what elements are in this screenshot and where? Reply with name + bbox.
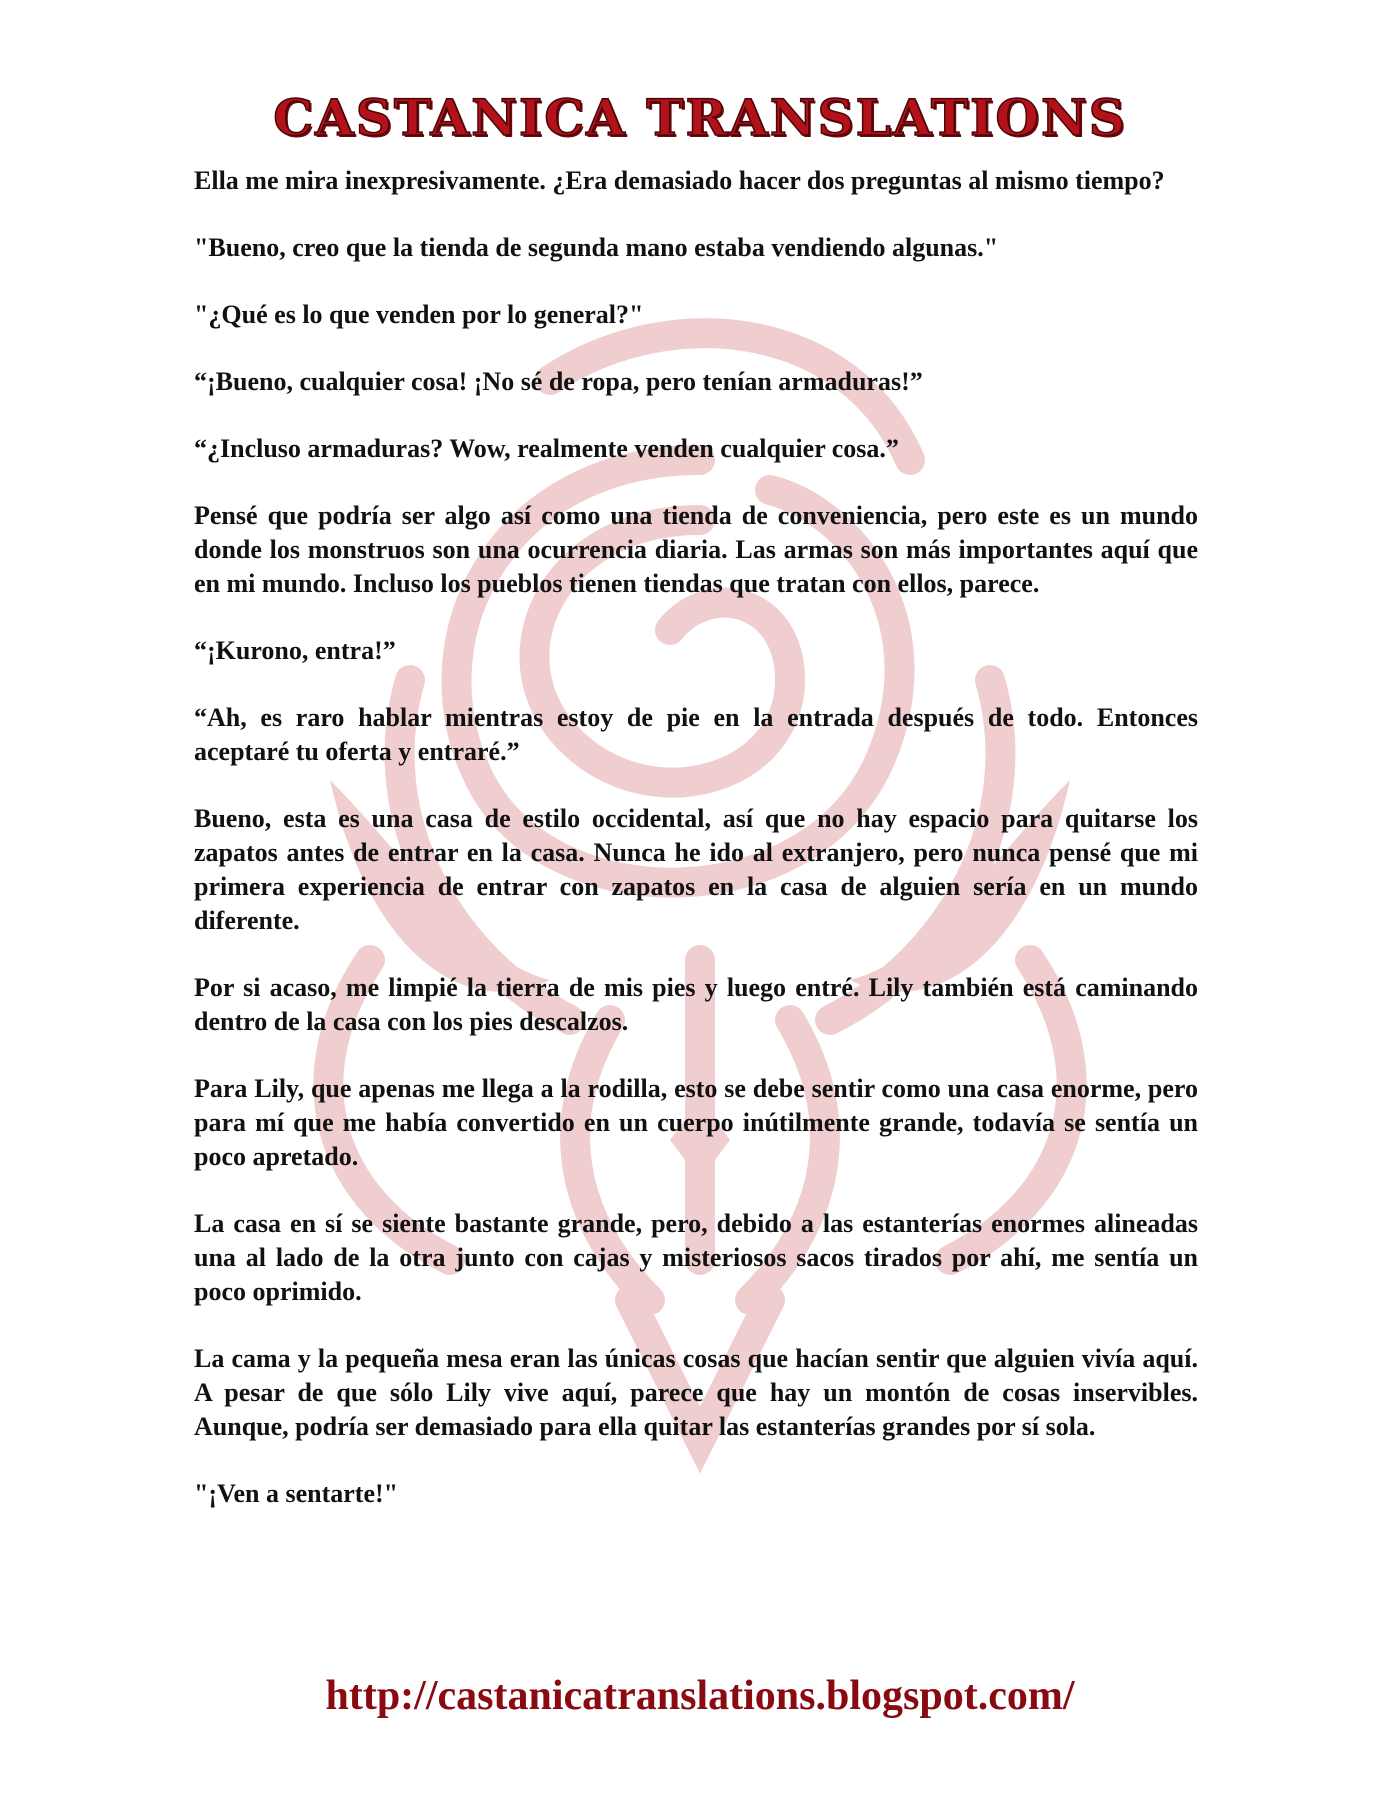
paragraph: Bueno, esta es una casa de estilo occidental, así que no hay espacio para quitarse los zapatos antes de entrar en la casa. Nunca he ido al extranjero, pero nunca pensé que mi primera experiencia de entrar con zapatos en la casa de alguien sería en un mundo diferente. (194, 804, 1198, 935)
document-body (194, 164, 1198, 1544)
paragraph: La cama y la pequeña mesa eran las únicas cosas que hacían sentir que alguien vivía aquí. A pesar de que sólo Lily vive aquí, parece que hay un montón de cosas inservibles. Aunque, podría ser demasiado para ella quitar las estanterías grandes por sí sola. (194, 1344, 1198, 1441)
paragraph: "¡Ven a sentarte!" (194, 1479, 399, 1508)
paragraph: Por si acaso, me limpié la tierra de mis pies y luego entré. Lily también está caminando dentro de la casa con los pies descalzos. (194, 973, 1198, 1036)
paragraph: "Bueno, creo que la tienda de segunda mano estaba vendiendo algunas." (194, 233, 999, 262)
footer-blog-link[interactable]: http://castanicatranslations.blogspot.com/ (325, 1673, 1075, 1719)
header-title: CASTANICA TRANSLATIONS (273, 88, 1127, 147)
paragraph: “¡Bueno, cualquier cosa! ¡No sé de ropa, pero tenían armaduras!” (194, 367, 923, 396)
paragraph: “Ah, es raro hablar mientras estoy de pie en la entrada después de todo. Entonces aceptaré tu oferta y entraré.” (194, 703, 1198, 766)
paragraph: Pensé que podría ser algo así como una tienda de conveniencia, pero este es un mundo donde los monstruos son una ocurrencia diaria. Las armas son más importantes aquí que en mi mundo. Incluso los pueblos tienen tiendas que tratan con ellos, parece. (194, 501, 1198, 598)
paragraph: "¿Qué es lo que venden por lo general?" (194, 300, 644, 329)
paragraph: La casa en sí se siente bastante grande, pero, debido a las estanterías enormes alineadas una al lado de la otra junto con cajas y misteriosos sacos tirados por ahí, me sentía un poco oprimido. (194, 1209, 1198, 1306)
paragraph: “¿Incluso armaduras? Wow, realmente venden cualquier cosa.” (194, 434, 899, 463)
paragraph: Para Lily, que apenas me llega a la rodilla, esto se debe sentir como una casa enorme, pero para mí que me había convertido en un cuerpo inútilmente grande, todavía se sentía un poco apretado. (194, 1074, 1198, 1171)
paragraph: “¡Kurono, entra!” (194, 636, 396, 665)
paragraph: Ella me mira inexpresivamente. ¿Era demasiado hacer dos preguntas al mismo tiempo? (194, 166, 1165, 195)
